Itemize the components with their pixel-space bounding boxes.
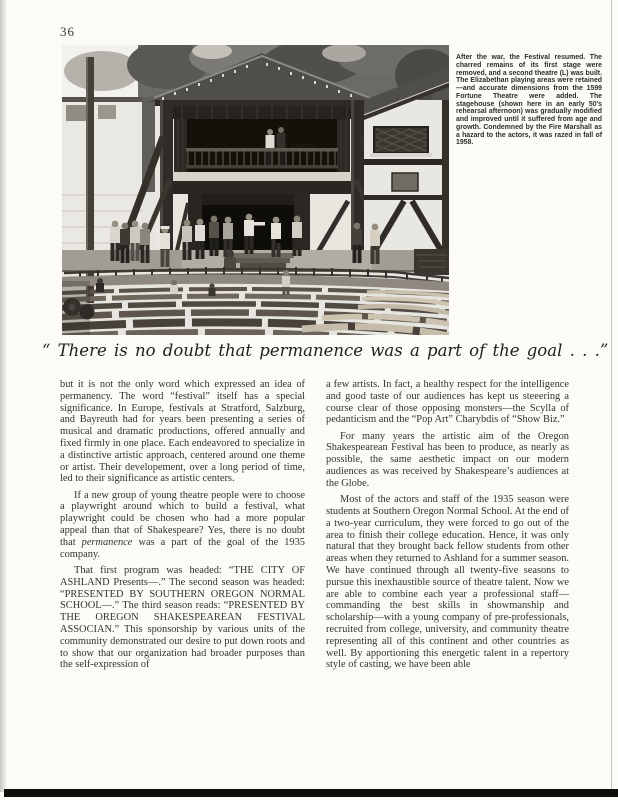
page-edge-line (611, 0, 612, 789)
stage-photograph (62, 45, 449, 335)
right-column (326, 379, 569, 676)
left-column (60, 379, 305, 676)
page-number: 36 (60, 24, 75, 39)
page-gutter-shadow (0, 0, 7, 792)
photo-caption: After the war, the Festival resumed. The charred remains of its first stage were removed, and a second theatre (L) was built. The Elizabethan playing areas were retained—and accurate dimensions from the 1599 Fortune Theatre were added. The stagehouse (shown here in an early 50's rehearsal afternoon) was gradually modified and improved until it suffered from age and growth. Condemned by the Fire Marshall as a hazard to the actors, it was razed in fall of 1958. (456, 54, 602, 147)
paragraph-right-1: a few artists. In fact, a healthy respect for the intelligence and good taste of our audiences has kept us steeering a course clear of those opposing monsters—the Scylla of pedanticism and the “Pop Art” Charybdis of “Show Biz.” (326, 379, 569, 426)
headline-quote: “ There is no doubt that permanence was a part of the goal . . .” (42, 341, 609, 360)
scan-edge-bar (4, 789, 618, 797)
paragraph-right-2: For many years the artistic aim of the Oregon Shakespearean Festival has been to produce, as nearly as possible, the same aesthetic impact on our modern audiences as was received by Shakespeare’s audiences at the Globe. (326, 430, 569, 489)
stage-lower-level (173, 172, 351, 263)
stagehouse-photo-illustration (62, 45, 449, 335)
paragraph-left-2 (60, 490, 305, 561)
paragraph-right-3: Most of the actors and staff of the 1935 season were students at Southern Oregon Normal School. At the end of a two-year curriculum, they were forced to go out of the area to finish their college education. Hence, it was only natural that they brought back fellow students from other areas when they returned to Ashland for a summer season. We have continued through all twenty-five seasons to pursue this inexhaustible source of theatre talent. Now we are able to combine each year a professional staff—commanding the best skills in showmanship and scholarship—with a young company of pre-professionals, recruited from college, university, and community theatre representing all of this continent and other countries as well. By apportioning this energetic talent in a repertory style of casting, we have been able (326, 494, 569, 671)
paragraph-left-2-post: was a part of the goal of the 1935 company. (60, 536, 305, 560)
paragraph-left-1: but it is not the only word which expressed an idea of permanency. The word “festival” itself has a special significance. In Europe, festivals at Stratford, Salzburg, and Bayreuth had for years been presenting a series of musical and dramatic productions, offered annually and fixed firmly in one place. Each endeavored to specialize in a distinctive artistic approach, centered around one theme or artist. Their developement, over a long period of time, led to their significance as artistic centers. (60, 379, 305, 485)
shadow-overlay (62, 281, 90, 335)
paragraph-left-2-pre: If a new group of young theatre people were to choose a playwright around which to build a festival, what playwright could be chosen who had a more popular appeal than that of Shakespeare? Yes, there is no doubt that (60, 489, 305, 548)
emphasized-word: permanence (81, 536, 133, 548)
paragraph-left-3: That first program was headed: “THE CITY OF ASHLAND Presents—.” The second season was headed: “PRESENTED BY SOUTHERN OREGON NORMAL SCHOOL—.” The third season reads: “PRESENTED BY THE OREGON SHAKESPEAREAN FESTIVAL ASSOCIAN.” This sponsorship by various units of the community demonstrated our desire to put down roots and to show that our organization had broader purposes than the self-expression of (60, 564, 305, 671)
